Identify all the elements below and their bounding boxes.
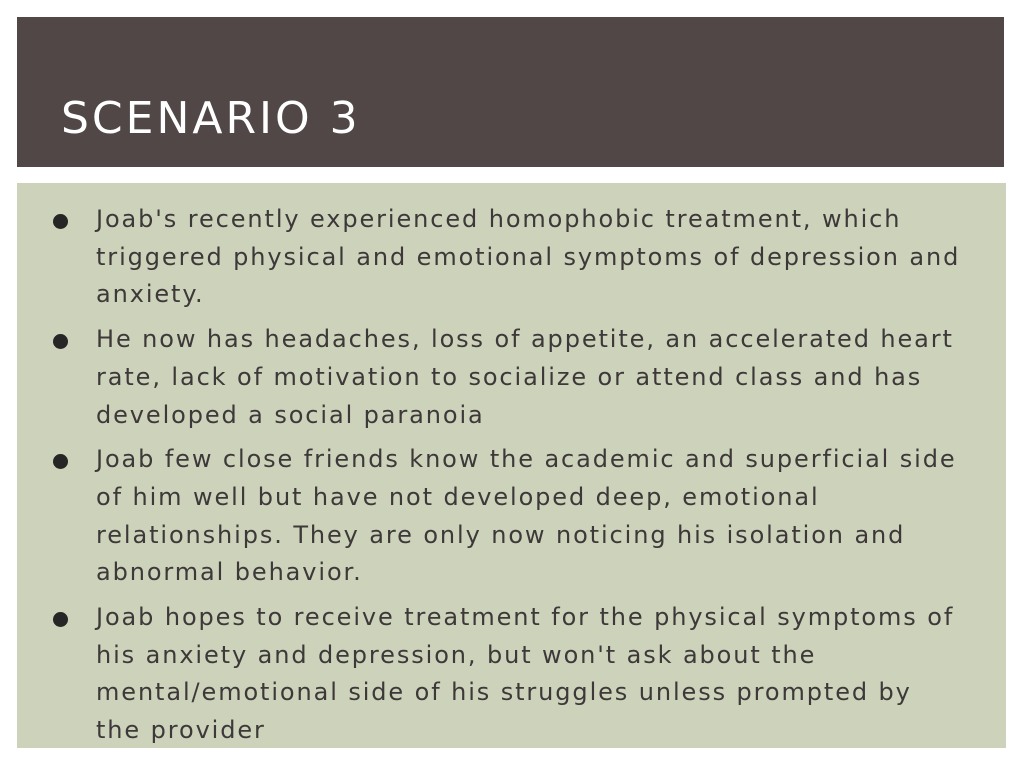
title-bar (17, 17, 1004, 167)
bullet-text: Joab's recently experienced homophobic treatment, which triggered physical and emotional symptoms of depression and anxiety. (96, 205, 961, 309)
bullet-item (17, 441, 1006, 592)
bullet-dot-icon (53, 454, 68, 469)
content-box (17, 183, 1006, 748)
bullet-item (17, 201, 1006, 314)
bullet-item (17, 599, 1006, 750)
slide-title: SCENARIO 3 (61, 93, 361, 144)
bullet-list (17, 201, 1006, 757)
bullet-text: Joab hopes to receive treatment for the physical symptoms of his anxiety and depression, but won't ask about the mental/emotional side of his struggles unless prompted by the provider (96, 603, 955, 745)
bullet-dot-icon (53, 214, 68, 229)
bullet-item (17, 321, 1006, 434)
bullet-dot-icon (53, 334, 68, 349)
bullet-text: Joab few close friends know the academic and superficial side of him well but have not developed deep, emotional relationships. They are only now noticing his isolation and abnormal behavior. (96, 445, 957, 587)
bullet-dot-icon (53, 612, 68, 627)
bullet-text: He now has headaches, loss of appetite, an accelerated heart rate, lack of motivation to socialize or attend class and has developed a social paranoia (96, 325, 954, 429)
